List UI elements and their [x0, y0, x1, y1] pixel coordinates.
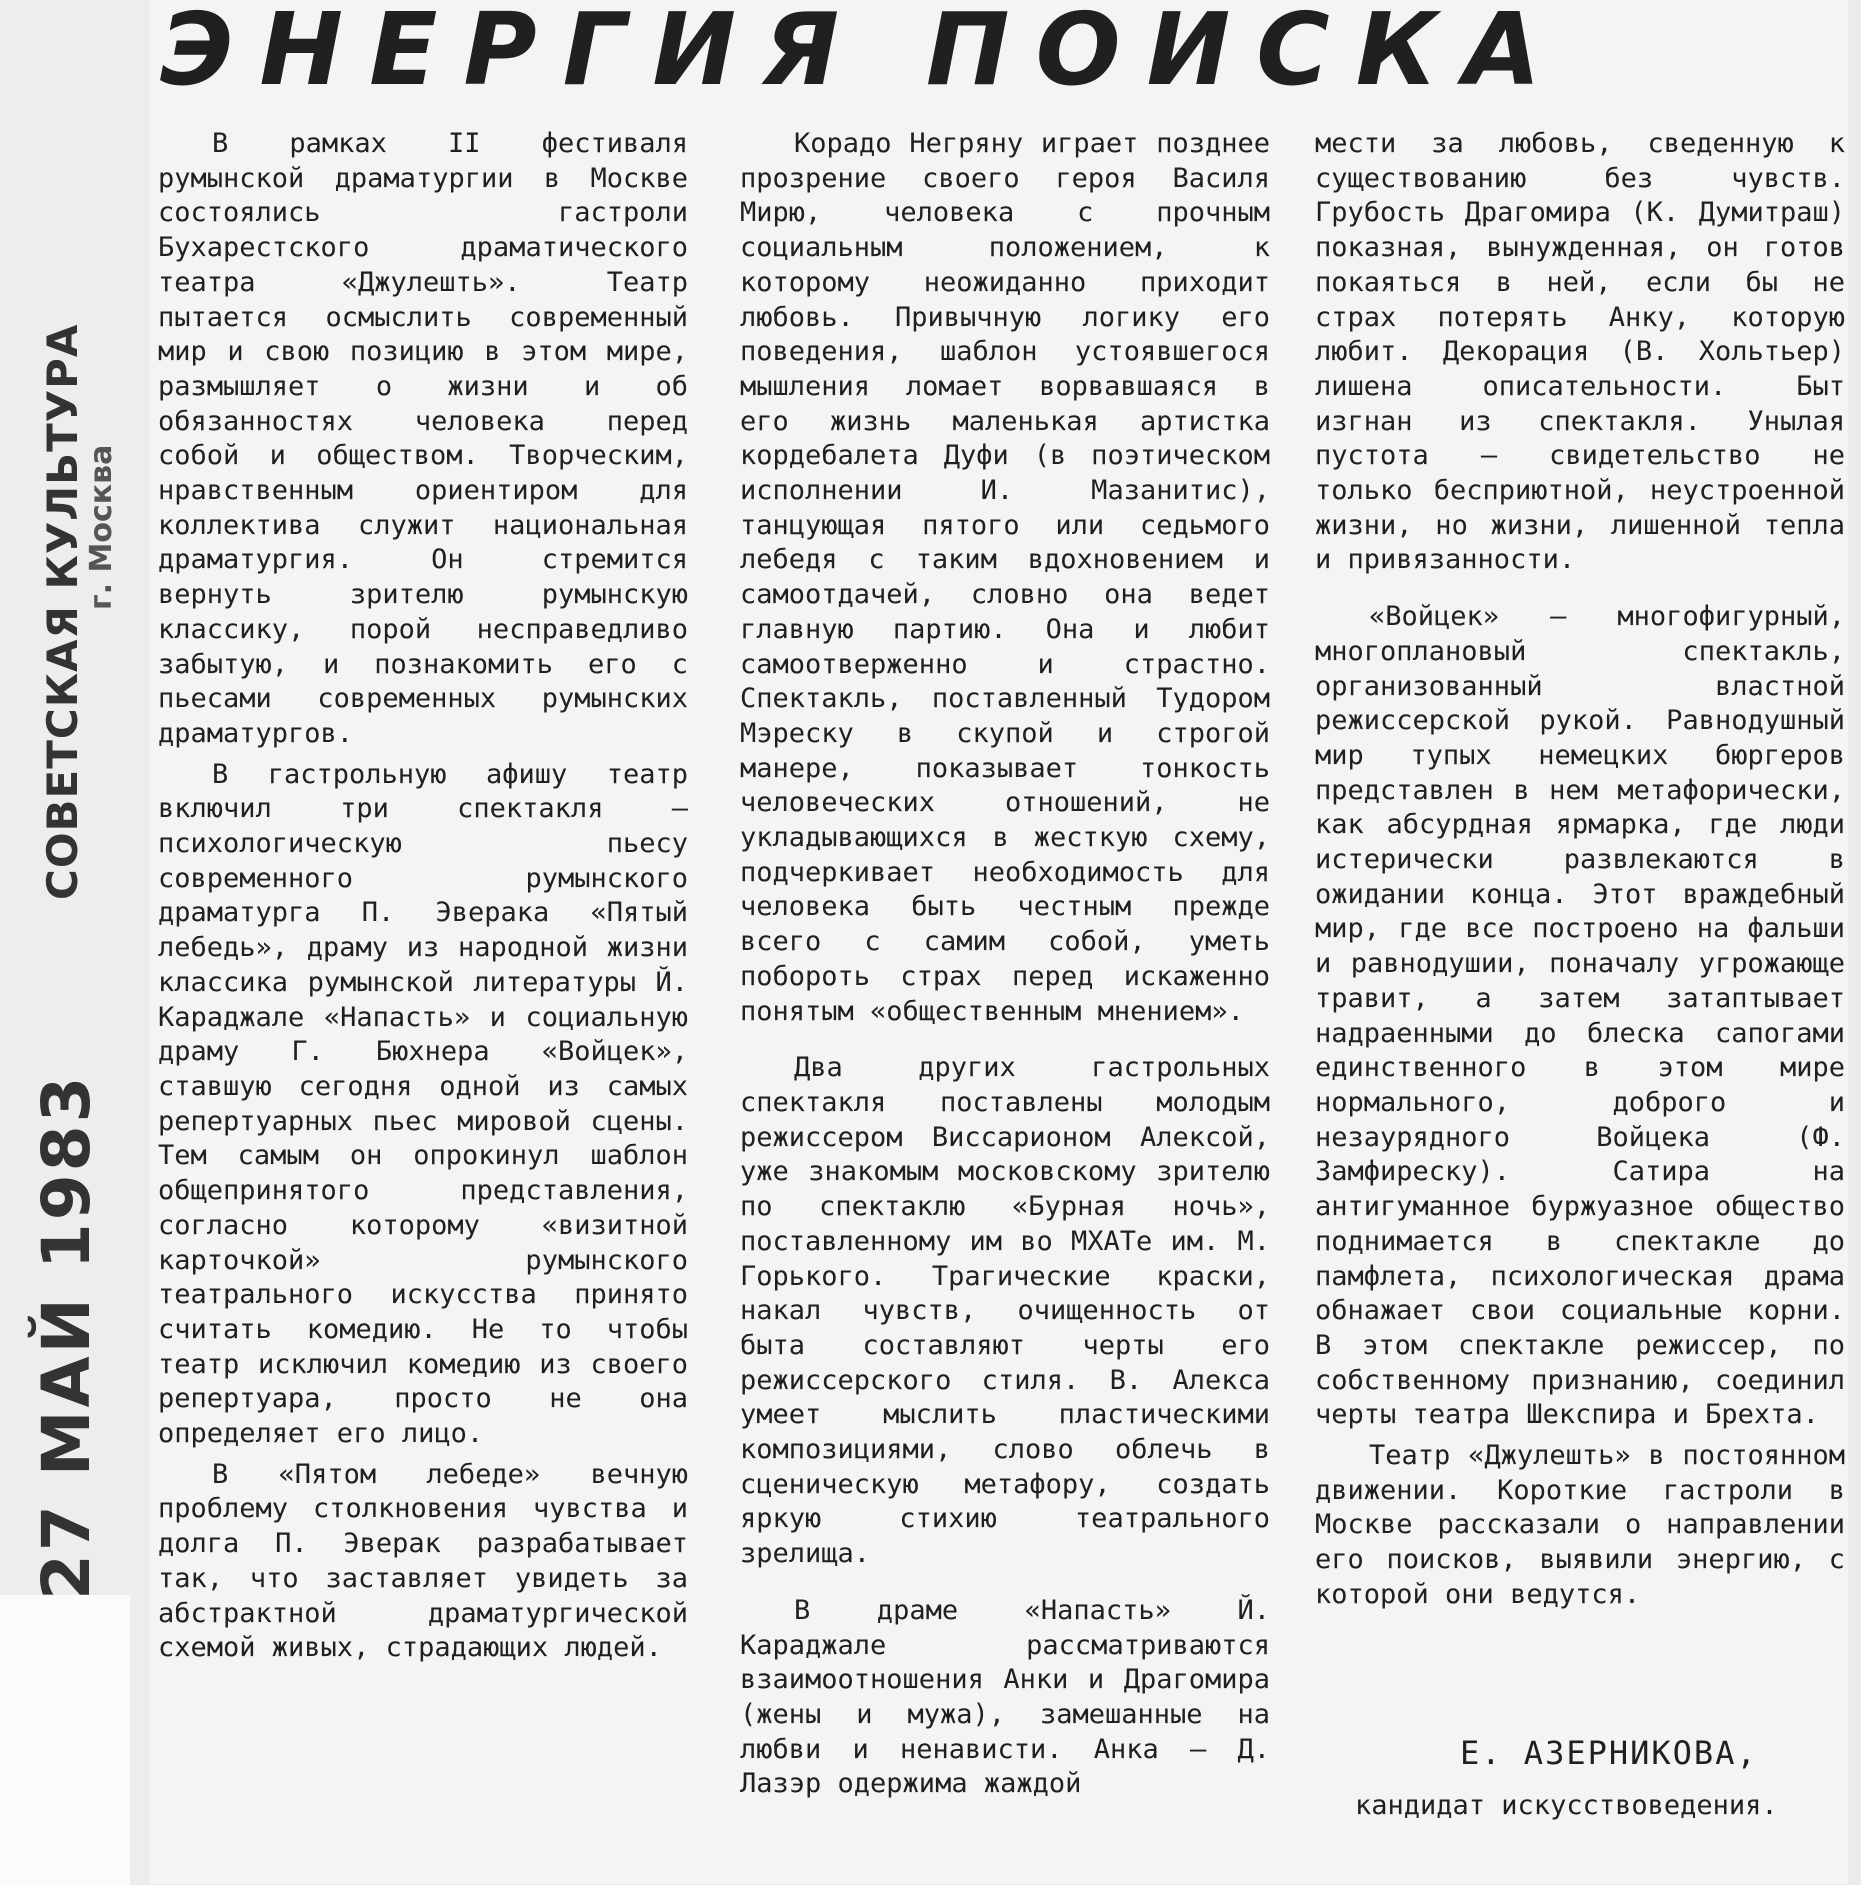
newspaper-name-stamp: СОВЕТСКАЯ КУЛЬТУРА: [38, 323, 87, 900]
paragraph: Корадо Негряну играет позднее прозрение своего героя Василя Мирю, человека с прочным социальным положением, к которому неожиданно приходит любовь. Привычную логику его поведения, шаблон устоявшегося мышления ломает ворвавшаяся в его жизнь маленькая артистка кордебалета Дуфи (в поэтическом исполнении И. Мазанитис), танцующая пятого или седьмого лебедя с таким вдохновением и самоотдачей, словно она ведет главную партию. Она и любит самоотверженно и страстно. Спектакль, поставленный Тудором Мэреску в скупой и строгой манере, показывает тонкость человеческих отношений, не укладывающихся в жесткую схему, подчеркивает необходимость для человека быть честным прежде всего с самим собой, уметь побороть страх перед искаженно понятым «общественным мнением».: [740, 128, 1270, 1027]
paragraph: В «Пятом лебеде» вечную проблему столкновения чувства и долга П. Эверак разрабатывает так, что заставляет увидеть за абстрактной драматургической схемой живых, страдающих людей.: [158, 1458, 688, 1664]
paragraph: В гастрольную афишу театр включил три спектакля — психологическую пьесу современного румынского драматурга П. Эверака «Пятый лебедь», драму из народной жизни классика румынской литературы Й. Караджале «Напасть» и социальную драму Г. Бюхнера «Войцек», ставшую сегодня одной из самых репертуарных пьес мировой сцены. Тем самым он опрокинул шаблон общепринятого представления, согласно которому «визитной карточкой» румынского театрального искусства принято считать комедию. Не то чтобы театр исключил комедию из своего репертуара, просто не она определяет его лицо.: [158, 758, 688, 1450]
date-stamp: 27 МАЙ 1983: [28, 1073, 105, 1600]
author-title: кандидат искусствоведения.: [1355, 1790, 1778, 1821]
article-headline: ЭНЕРГИЯ ПОИСКА: [160, 0, 1567, 100]
article-column-1: [158, 127, 688, 1666]
torn-paper-patch: [0, 1595, 130, 1885]
article-column-2: [740, 127, 1270, 1802]
author-name: Е. АЗЕРНИКОВА,: [1460, 1734, 1758, 1772]
paragraph: мести за любовь, сведенную к существованию без чувств. Грубость Драгомира (К. Думитраш) показная, вынужденная, он готов покаяться в ней, если бы не страх потерять Анку, которую любит. Декорация (В. Хольтьер) лишена описательности. Быт изгнан из спектакля. Унылая пустота — свидетельство не только бесприютной, неустроенной жизни, но жизни, лишенной тепла и привязанности.: [1315, 128, 1845, 576]
paragraph: Театр «Джулешть» в постоянном движении. Короткие гастроли в Москве рассказали о направлении его поисков, выявили энергию, с которой они ведутся.: [1315, 1440, 1845, 1610]
city-stamp: г. Москва: [84, 444, 119, 610]
paragraph: В драме «Напасть» Й. Караджале рассматриваются взаимоотношения Анки и Драгомира (жены и мужа), замешанные на любви и ненависти. Анка — Д. Лазэр одержима жаждой: [740, 1594, 1270, 1800]
article-column-3: [1315, 127, 1845, 1613]
paragraph: Два других гастрольных спектакля поставлены молодым режиссером Виссарионом Алексой, уже знакомым московскому зрителю по спектаклю «Бурная ночь», поставленному им во МХАТе им. М. Горького. Трагические краски, накал чувств, очищенность от быта составляют черты его режиссерского стиля. В. Алекса умеет мыслить пластическими композициями, слово облечь в сценическую метафору, создать яркую стихию театрального зрелища.: [740, 1052, 1270, 1570]
paragraph: «Войцек» — многофигурный, многоплановый спектакль, организованный властной режиссерской рукой. Равнодушный мир тупых немецких бюргеров представлен в нем метафорически, как абсурдная ярмарка, где люди истерически развлекаются в ожидании конца. Этот враждебный мир, где все построено на фальши и равнодушии, поначалу угрожающе травит, а затем затаптывает надраенными до блеска сапогами единственного в этом мире нормального, доброго и незаурядного Войцека (Ф. Замфиреску). Сатира на антигуманное буржуазное общество поднимается в спектакле до памфлета, психологическая драма обнажает свои социальные корни. В этом спектакле режиссер, по собственному признанию, соединил черты театра Шекспира и Брехта.: [1315, 601, 1845, 1431]
paragraph: В рамках II фестиваля румынской драматургии в Москве состоялись гастроли Бухарестского драматического театра «Джулешть». Театр пытается осмыслить современный мир и свою позицию в этом мире, размышляет о жизни и об обязанностях человека перед собой и обществом. Творческим, нравственным ориентиром для коллектива служит национальная драматургия. Он стремится вернуть зрителю румынскую классику, порой несправедливо забытую, и познакомить его с пьесами современных румынских драматургов.: [158, 128, 688, 749]
